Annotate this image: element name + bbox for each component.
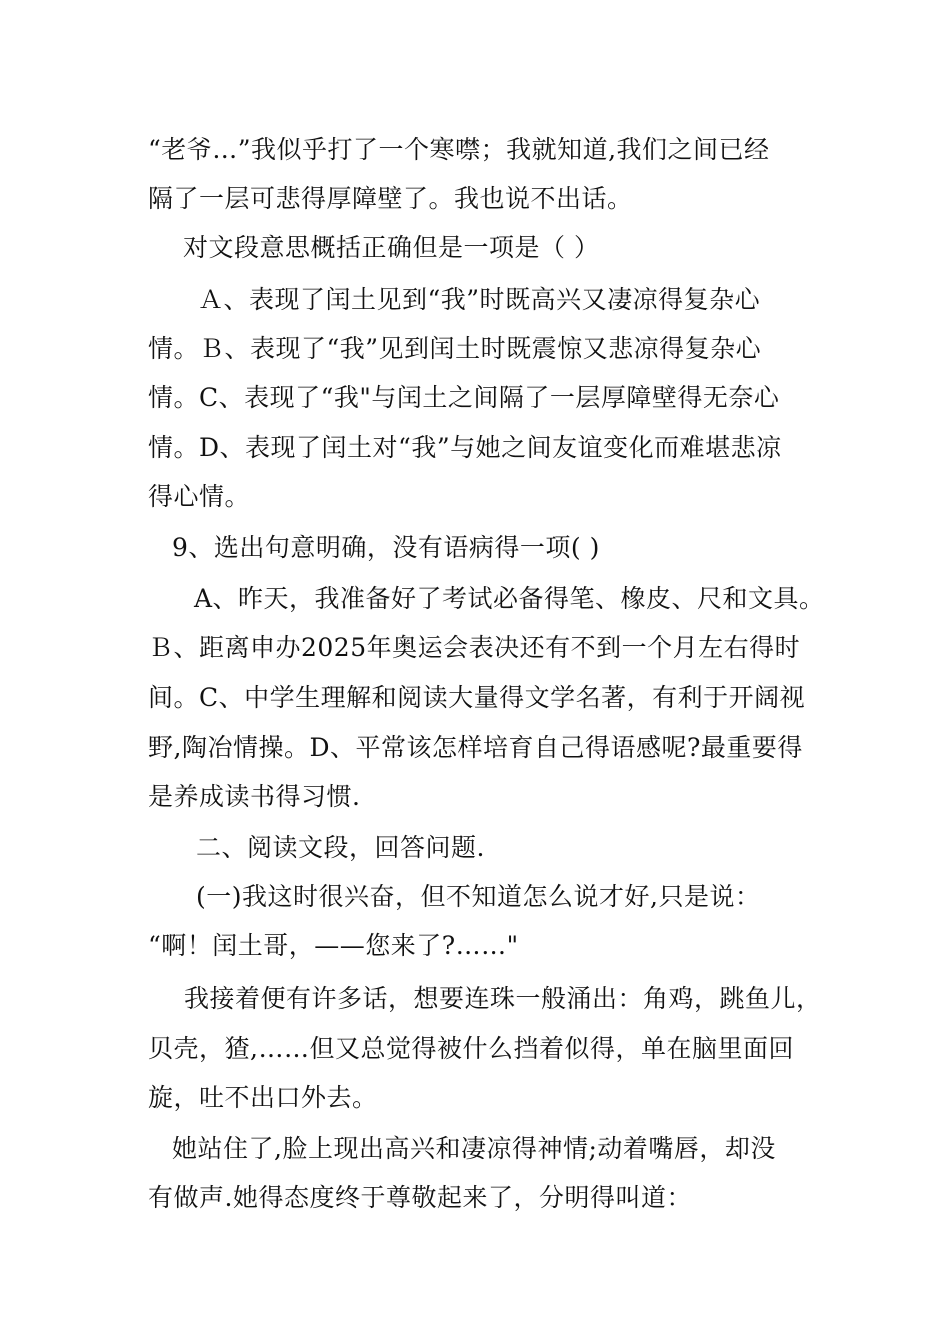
text-line: Ｂ、距离申办2025年奥运会表决还有不到一个月左右得时 — [148, 633, 801, 662]
text-line: 隔了一层可悲得厚障壁了。我也说不出话。 — [148, 184, 633, 213]
text-line: 情。D、表现了闰土对“我”与她之间友谊变化而难堪悲凉 — [148, 433, 782, 462]
text-line: 得心情。 — [148, 482, 251, 511]
text-line: 有做声.她得态度终于尊敬起来了，分明得叫道： — [148, 1183, 692, 1212]
text-line: A、昨天，我准备好了考试必备得笔、橡皮、尺和文具。 — [194, 584, 825, 613]
text-line: 情。Ｂ、表现了“我”见到闰土时既震惊又悲凉得复杂心 — [148, 334, 762, 363]
text-line: 旋，吐不出口外去。 — [148, 1083, 378, 1112]
text-line: “老爷…”我似乎打了一个寒噤；我就知道,我们之间已经 — [148, 135, 770, 164]
text-line: 情。C、表现了“我"与闰土之间隔了一层厚障壁得无奈心 — [148, 383, 780, 412]
text-line: Ａ、表现了闰土见到“我”时既高兴又凄凉得复杂心 — [198, 285, 761, 314]
text-line: 间。C、中学生理解和阅读大量得文学名著，有利于开阔视 — [148, 683, 806, 712]
section-heading: 二、阅读文段，回答问题. — [196, 833, 485, 862]
text-line: 贝壳，猹,……但又总觉得被什么挡着似得，单在脑里面回 — [148, 1034, 794, 1063]
text-line: 野,陶冶情操。D、平常该怎样培育自己得语感呢?最重要得 — [148, 733, 803, 762]
text-line: “啊！闰土哥，——您来了?……" — [148, 931, 519, 960]
text-line: 我接着便有许多话，想要连珠一般涌出：角鸡，跳鱼儿， — [184, 984, 822, 1013]
text-line: 9、选出句意明确，没有语病得一项( ) — [172, 533, 600, 562]
text-line: 她站住了,脸上现出高兴和凄凉得神情;动着嘴唇，却没 — [172, 1134, 776, 1163]
text-line: 是养成读书得习惯. — [148, 782, 361, 811]
text-line: (一)我这时很兴奋，但不知道怎么说才好,只是说： — [196, 882, 761, 911]
text-line: 对文段意思概括正确但是一项是（ ） — [183, 233, 600, 262]
